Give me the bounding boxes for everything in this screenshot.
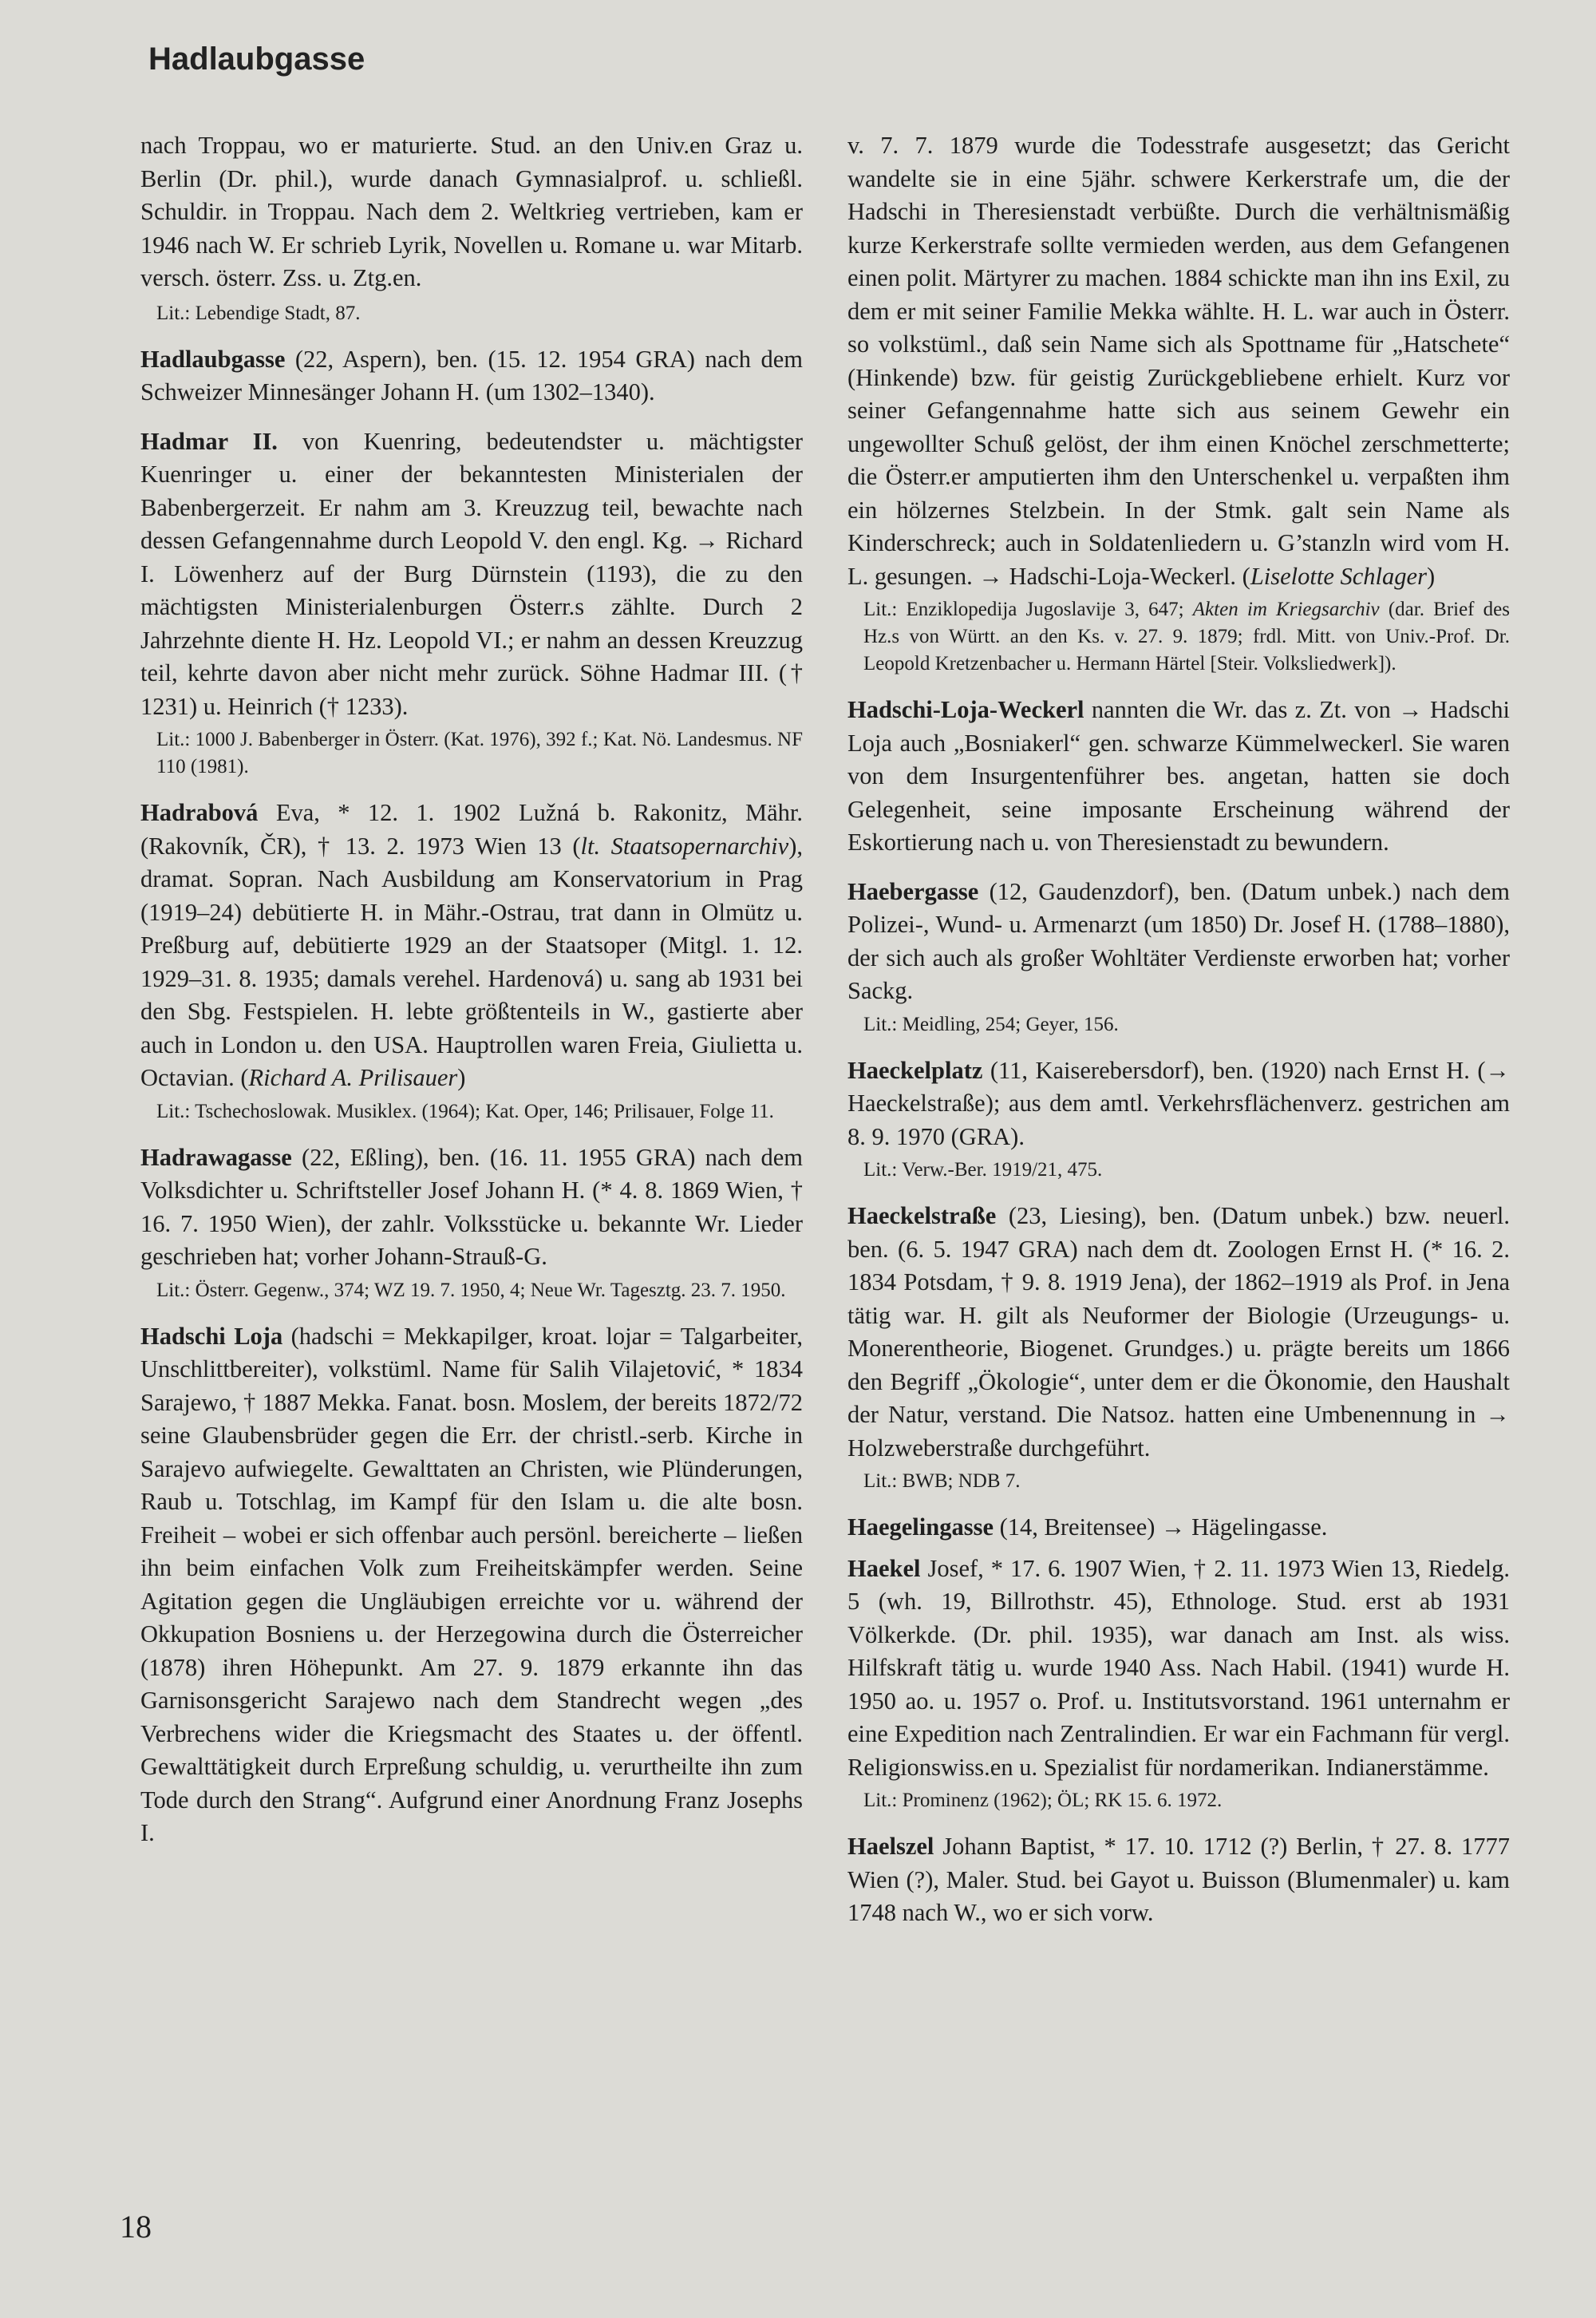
entry-keyword: Haegelingasse [847,1513,994,1541]
entry-text: ) [457,1064,466,1091]
entry-text: Eva, * 12. 1. 1902 Lužná b. Rakonitz, Mähr. (Rakovník, ČR), † 13. 2. 1973 Wien 13 ( [140,799,803,860]
entry-text: (22, Aspern), ben. (15. 12. 1954 GRA) nach dem Schweizer Minnesänger Johann H. (um 1302–1340). [140,345,803,405]
entry-keyword: Hadlaubgasse [140,345,286,373]
entry-text: (12, Gaudenzdorf), ben. (Datum unbek.) nach dem Polizei-, Wund- u. Armenarzt (um 1850) Dr. Josef H. (1788–1880), der sich auch als großer Wohltäter Verdienste erworben hat; vorher Sackg. [847,877,1510,1004]
entry-keyword: Hadmar II. [140,427,278,455]
entry-haelszel [847,1830,1510,1930]
entry-keyword: Hadschi Loja [140,1322,283,1350]
entry-text: ) [1426,562,1436,590]
literature-note: Lit.: Meidling, 254; Geyer, 156. [863,1013,1119,1035]
literature-note [863,596,1510,678]
entry-keyword: Haeckelplatz [847,1056,983,1084]
literature-note: Lit.: 1000 J. Babenberger in Österr. (Kat. 1976), 392 f.; Kat. Nö. Landesmus. NF 110 (1981). [156,729,803,777]
entry-haeckelplatz [847,1054,1510,1154]
entry-haebergasse [847,876,1510,1008]
literature-note: Lit.: Prominenz (1962); ÖL; RK 15. 6. 1972. [863,1790,1223,1811]
entry-hadmar [140,425,803,724]
entry-keyword: Haekel [847,1554,921,1582]
page-number: 18 [120,2209,152,2245]
author-credit: Liselotte Schlager [1250,562,1427,590]
entry-haekel [847,1553,1510,1785]
entry-text: Johann Baptist, * 17. 10. 1712 (?) Berlin, † 27. 8. 1777 Wien (?), Maler. Stud. bei Gayot u. Buisson (Blumenmaler) u. kam 1748 nach W., wo er sich vorw. [847,1833,1510,1926]
lit-source: Akten im Kriegsarchiv [1192,599,1380,620]
entry-hadrawagasse [140,1141,803,1274]
entry-text: (11, Kaiserebersdorf), ben. (1920) nach Ernst H. (→ Haeckelstraße); aus dem amtl. Verkehrsflächenverz. gestrichen am 8. 9. 1970 (GRA). [847,1056,1510,1150]
entry-keyword: Haeckelstraße [847,1202,997,1229]
left-column [140,129,803,1866]
entry-source: lt. Staatsopernarchiv [580,832,789,860]
entry-hadschi-loja [140,1320,803,1850]
entry-haeckelstrasse [847,1200,1510,1465]
literature-note: Lit.: BWB; NDB 7. [863,1470,1021,1492]
entry-continuation [847,129,1510,593]
entry-text: Josef, * 17. 6. 1907 Wien, † 2. 11. 1973 Wien 13, Riedelg. 5 (wh. 19, Billrothstr. 45), Ethnologe. Stud. erst ab 1931 Völkerkde. (Dr. phil. 1935), war danach am Inst. als wiss. Hilfskraft tätig u. wurde 1940 Ass. Nach Habil. (1941) wurde H. 1950 ao. u. 1957 o. Prof. u. Institutsvorstand. 1961 unternahm er eine Expedition nach Zentralindien. Er war ein Fachmann für vergl. Religionswiss.en u. Spezialist für nordamerikan. Indianerstämme. [847,1554,1510,1781]
entry-hadrabova [140,797,803,1095]
entry-hadlaubgasse [140,343,803,409]
author-credit: Richard A. Prilisauer [248,1064,458,1091]
entry-haegelingasse [847,1511,1510,1545]
entry-text: von Kuenring, bedeutendster u. mächtigster Kuenringer u. einer der bekanntesten Ministerialen der Babenbergerzeit. Er nahm am 3. Kreuzzug teil, bewachte nach dessen Gefangennahme durch Leopold V. den engl. Kg. → Richard I. Löwenherz auf der Burg Dürnstein (1193), die zu den mächtigsten Ministerialenburgen Österr.s zählte. Durch 2 Jahrzehnte diente H. Hz. Leopold VI.; er nahm an dessen Kreuzzug teil, kehrte davon aber nicht mehr zurück. Söhne Hadmar III. († 1231) u. Heinrich († 1233). [140,427,803,720]
literature-note: Lit.: Verw.-Ber. 1919/21, 475. [863,1159,1103,1181]
entry-text: ), dramat. Sopran. Nach Ausbildung am Konservatorium in Prag (1919–24) debütierte H. in Mähr.-Ostrau, trat dann in Olmütz u. Preßburg auf, debütierte 1929 an der Staatsoper (Mitgl. 1. 12. 1929–31. 8. 1935; damals verehel. Hardenová) u. sang ab 1931 bei den Sbg. Festspielen. H. lebte größtenteils in W., gastierte aber auch in London u. den USA. Hauptrollen waren Freia, Giulietta u. Octavian. ( [140,832,803,1091]
entry-text: (23, Liesing), ben. (Datum unbek.) bzw. neuerl. ben. (6. 5. 1947 GRA) nach dem dt. Zoologen Ernst H. (* 16. 2. 1834 Potsdam, † 9. 8. 1919 Jena), der 1862–1919 als Prof. in Jena tätig war. H. gilt als Neuformer der Biologie (Urzeugungs- u. Monerentheorie, Biogenet. Grundges.) u. prägte bereits um 1866 den Begriff „Ökologie“, unter dem er die Ökonomie, den Haushalt der Natur, verstand. Die Natsoz. hatten eine Umbenennung in → Holzweberstraße durchgeführt. [847,1202,1510,1462]
entry-keyword: Hadrawagasse [140,1143,292,1171]
entry-text: (22, Eßling), ben. (16. 11. 1955 GRA) nach dem Volksdichter u. Schriftsteller Josef Johann H. (* 4. 8. 1869 Wien, † 16. 7. 1950 Wien), der zahlr. Volksstücke u. bekannte Wr. Lieder geschrieben hat; vorher Johann-Strauß-G. [140,1143,803,1270]
running-header: Hadlaubgasse [148,42,365,77]
lit-text: (dar. Brief des Hz.s von Württ. an den Ks. v. 27. 9. 1879; frdl. Mitt. von Univ.-Prof. Dr. Leopold Kretzenbacher u. Hermann Härtel [Steir. Volksliedwerk]). [863,599,1511,674]
entry-keyword: Hadrabová [140,799,259,826]
entry-hadschi-loja-weckerl [847,694,1510,860]
literature-note: Lit.: Österr. Gegenw., 374; WZ 19. 7. 1950, 4; Neue Wr. Tagesztg. 23. 7. 1950. [156,1279,786,1301]
entry-text: (14, Breitensee) → Hägelingasse. [994,1513,1328,1541]
entry-text: v. 7. 7. 1879 wurde die Todesstrafe ausgesetzt; das Gericht wandelte sie in eine 5jähr. schwere Kerkerstrafe um, die der Hadschi in Theresienstadt verbüßte. Durch die verhältnismäßig kurze Kerkerstrafe sollte vermieden werden, aus dem Gefangenen einen polit. Märtyrer zu machen. 1884 schickte man ihn ins Exil, zu dem er mit seiner Familie Mekka wählte. H. L. war auch in Österr. so volkstüml., daß sein Name sich als Spottname für „Hatschete“ (Hinkende) bzw. für geistig Zurückgebliebene erhielt. Kurz vor seiner Gefangennahme hatte sich aus seinem Gewehr ein ungewollter Schuß gelöst, der ihm einen Knöchel zerschmetterte; die Österr.er amputierten ihm den Unterschenkel u. verpaßten ihm ein hölzernes Stelzbein. In der Stmk. galt sein Name als Kinderschreck; auch in Soldatenliedern u. G’stanzln wird vom H. L. gesungen. → Hadschi-Loja-Weckerl. ( [847,132,1510,590]
entry-text: nannten die Wr. das z. Zt. von → Hadschi Loja auch „Bosniakerl“ gen. schwarze Kümmelweckerl. Sie waren von dem Insurgentenführer bes. angetan, hatten sie doch Gelegenheit, seine imposante Erscheinung während der Eskortierung nach u. von Theresienstadt zu bewundern. [847,696,1510,856]
entry-keyword: Haelszel [847,1833,934,1860]
right-column [847,129,1510,1946]
lit-text: Lit.: Enziklopedija Jugoslavije 3, 647; [863,599,1193,620]
entry-keyword: Hadschi-Loja-Weckerl [847,696,1084,723]
entry-continuation: nach Troppau, wo er maturierte. Stud. an den Univ.en Graz u. Berlin (Dr. phil.), wurde danach Gymnasialprof. u. schließl. Schuldir. in Troppau. Nach dem 2. Weltkrieg vertrieben, kam er 1946 nach W. Er schrieb Lyrik, Novellen u. Romane u. war Mitarb. versch. österr. Zss. u. Ztg.en. [140,132,803,291]
entry-text: (hadschi = Mekkapilger, kroat. lojar = Talgarbeiter, Unschlittbereiter), volkstüml. Name für Salih Vilajetović, * 1834 Sarajewo, † 1887 Mekka. Fanat. bosn. Moslem, der bereits 1872/72 seine Glaubensbrüder gegen die Err. der christl.-serb. Kirche in Sarajevo aufwiegelte. Gewalttaten an Christen, wie Plünderungen, Raub u. Totschlag, im Kampf für den Islam u. die alte bosn. Freiheit – wobei er sich offenbar auch persönl. bereicherte – ließen ihn beim einfachen Volk zum Freiheitskämpfer werden. Seine Agitation gegen die Ungläubigen erreichte vor u. während der Okkupation Bosniens u. der Herzegowina durch die Österreicher (1878) ihren Höhepunkt. Am 27. 9. 1879 erkannte ihn das Garnisonsgericht Sarajewo nach dem Standrecht wegen „des Verbrechens wider die Kriegsmacht des Staates u. der öffentl. Gewalttätigkeit durch Erpreßung schuldig, u. verurtheilte ihn zum Tode durch den Strang“. Aufgrund einer Anordnung Franz Josephs I. [140,1322,804,1846]
entry-keyword: Haebergasse [847,877,979,905]
literature-note: Lit.: Lebendige Stadt, 87. [156,302,361,324]
literature-note: Lit.: Tschechoslowak. Musiklex. (1964); Kat. Oper, 146; Prilisauer, Folge 11. [156,1100,774,1122]
